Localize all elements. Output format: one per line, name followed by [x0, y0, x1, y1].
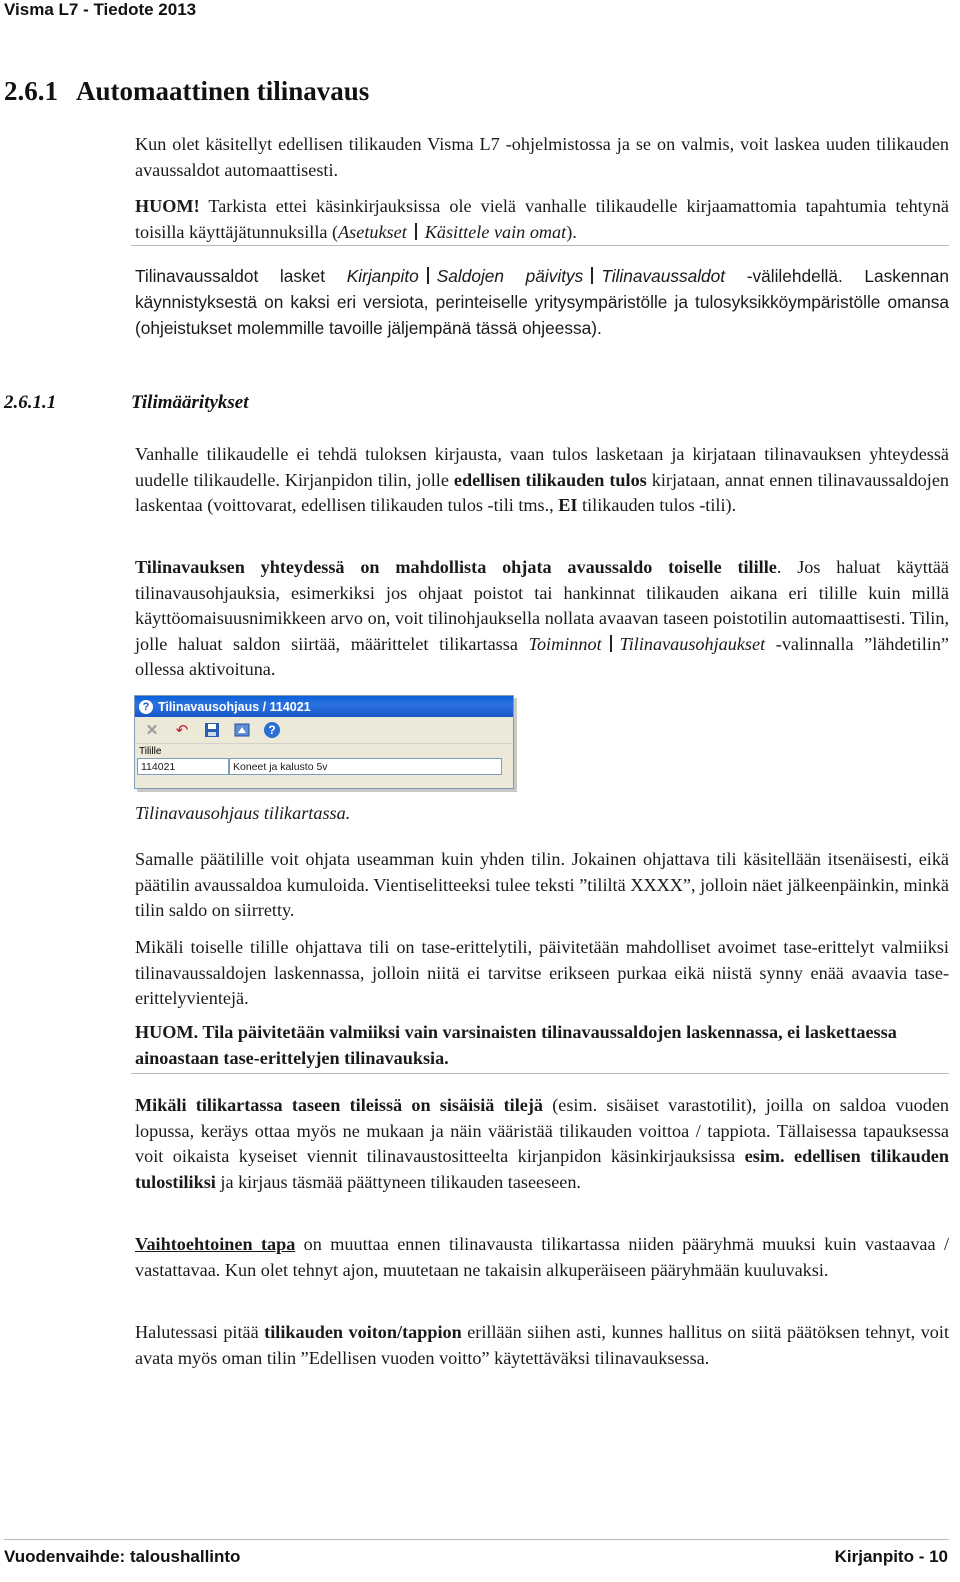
tase-erittely-paragraph: Mikäli toiselle tilille ohjattava tili on tase-erittelytili, päivitetään mahdolliset avoimet tase-erittelyt valmiiksi tilinavaussaldojen laskennassa, jolloin niitä ei tarvitse erikseen purkaa eikä niistä synny enää avaavia tase-erittelyvientejä.: [135, 937, 949, 1009]
profit-account-paragraph: Halutessasi pitää tilikauden voiton/tappion erillään siihen asti, kunnes hallitus on siitä päätöksen tehnyt, voit avata myös oman tilin ”Edellisen vuoden voitto” käytettäväksi tilinavauksessa.: [135, 1322, 950, 1368]
subsection-title: Tilimääritykset: [131, 392, 249, 413]
subsection-heading: [4, 392, 249, 414]
footer-left: Vuodenvaihde: taloushallinto: [4, 1547, 241, 1566]
footer-right: Kirjanpito - 10: [834, 1547, 948, 1566]
account-settings-paragraph: Vanhalle tilikaudelle ei tehdä tuloksen kirjausta, vaan tulos lasketaan ja kirjataan tilinavauksen yhteydessä uudelle tilikaudelle. Kirjanpidon tilin, jolle edellisen tilikauden tulos kirjataan, annat ennen tilinavaussaldojen laskentaa (voittovarat, edellisen tilikauden tulos -tili tms., EI tilikauden tulos -tili).: [135, 444, 949, 516]
help-icon: ?: [139, 700, 153, 714]
huom-note: HUOM! Tarkista ettei käsinkirjauksissa ole vielä vanhalle tilikaudelle kirjaamattomia tapahtumia tehtynä toisilla käyttäjätunnuksilla (Asetukset Käsittele vain omat).: [135, 196, 949, 242]
undo-icon[interactable]: ↶: [175, 722, 189, 739]
dialog-titlebar: [135, 696, 513, 717]
document-header: Visma L7 - Tiedote 2013: [4, 0, 197, 19]
section-title: Automaattinen tilinavaus: [76, 76, 370, 106]
redirect-paragraph: Tilinavauksen yhteydessä on mahdollista ohjata avaussaldo toiselle tilille. Jos haluat käyttää tilinavausohjauksia, esimerkiksi jos ohjaat poistot tai hankinnat tilikauden aikana eri tilille kuin millä käyttöomaisuusnimikkeen arvo on, voit tilinohjauksella nollata avaavan taseen poistotilin automaattisesti. Tilin, jolle haluat saldon siirtää, määrittelet tilikartassa Toiminnot Tilinavausohjaukset -valinnalla ”lähdetilin” ollessa aktivoituna.: [135, 557, 949, 680]
account-name-field: Koneet ja kalusto 5v: [229, 758, 502, 775]
separator-line: [131, 1073, 949, 1074]
save-icon[interactable]: [201, 719, 223, 741]
export-icon[interactable]: [231, 719, 253, 741]
dialog-toolbar: [135, 717, 513, 744]
separator-line: [131, 245, 949, 246]
multiple-accounts-paragraph: Samalle päätilille voit ohjata useamman kuin yhden tilin. Jokainen ohjattava tili käsitellään itsenäisesti, eikä päätilin avaussaldoa kumuloida. Vientiselitteeksi tulee teksti ”tililtä XXXX”, jolloin näet jälkeenpäinkin, minkä tilin saldo on siirretty.: [135, 849, 949, 921]
subsection-number: 2.6.1.1: [4, 392, 57, 413]
dialog-title: Tilinavausohjaus / 114021: [158, 699, 311, 714]
field-label: Tilille: [139, 746, 162, 757]
huom-bold-note: HUOM. Tila päivitetään valmiiksi vain varsinaisten tilinavaussaldojen laskennassa, ei laskettaessa ainoastaan tase-erittelyjen tilinavauksia.: [135, 1022, 897, 1068]
internal-accounts-paragraph: Mikäli tilikartassa taseen tileissä on sisäisiä tilejä (esim. sisäiset varastotilit), joilla on saldoa vuoden lopussa, keräys ottaa myös ne mukaan ja näin vääristää tilikauden voittoa / tappiota. Tällaisessa tapauksessa voit oikaista kyseiset viennit tilinavaustositteelta kirjanpidon käsinkirjauksissa esim. edellisen tilikauden tulostiliksi ja kirjaus täsmää päättyneen tilikauden taseeseen.: [135, 1095, 950, 1192]
section-heading: [4, 76, 369, 107]
intro-paragraph: Kun olet käsitellyt edellisen tilikauden Visma L7 -ohjelmistossa ja se on valmis, voit laskea uuden tilikauden avaussaldot automaattisesti.: [135, 134, 949, 180]
calculation-paragraph: Tilinavaussaldot lasket Kirjanpito Saldojen päivitys Tilinavaussaldot -välilehdellä. Laskennan käynnistyksestä on kaksi eri versiota, perinteiselle yritysympäristölle ja tulosyksikköympäristölle omansa (ohjeistukset molemmille tavoille jäljempänä tässä ohjeessa).: [135, 266, 949, 338]
help-button-icon[interactable]: [261, 719, 283, 741]
dialog-screenshot: [134, 695, 514, 789]
delete-icon[interactable]: ✕: [145, 722, 159, 739]
alternative-method-paragraph: Vaihtoehtoinen tapa on muuttaa ennen tilinavausta tilikartassa niiden pääryhmä muuksi kuin vastaavaa / vastattavaa. Kun olet tehnyt ajon, muutetaan ne takaisin alkuperäiseen pääryhmään kuuluvaksi.: [135, 1234, 949, 1280]
account-number-field[interactable]: 114021: [137, 758, 229, 775]
svg-text:?: ?: [268, 723, 276, 737]
figure-caption: Tilinavausohjaus tilikartassa.: [135, 803, 351, 823]
footer-separator: [4, 1539, 949, 1540]
section-number: 2.6.1: [4, 76, 58, 106]
